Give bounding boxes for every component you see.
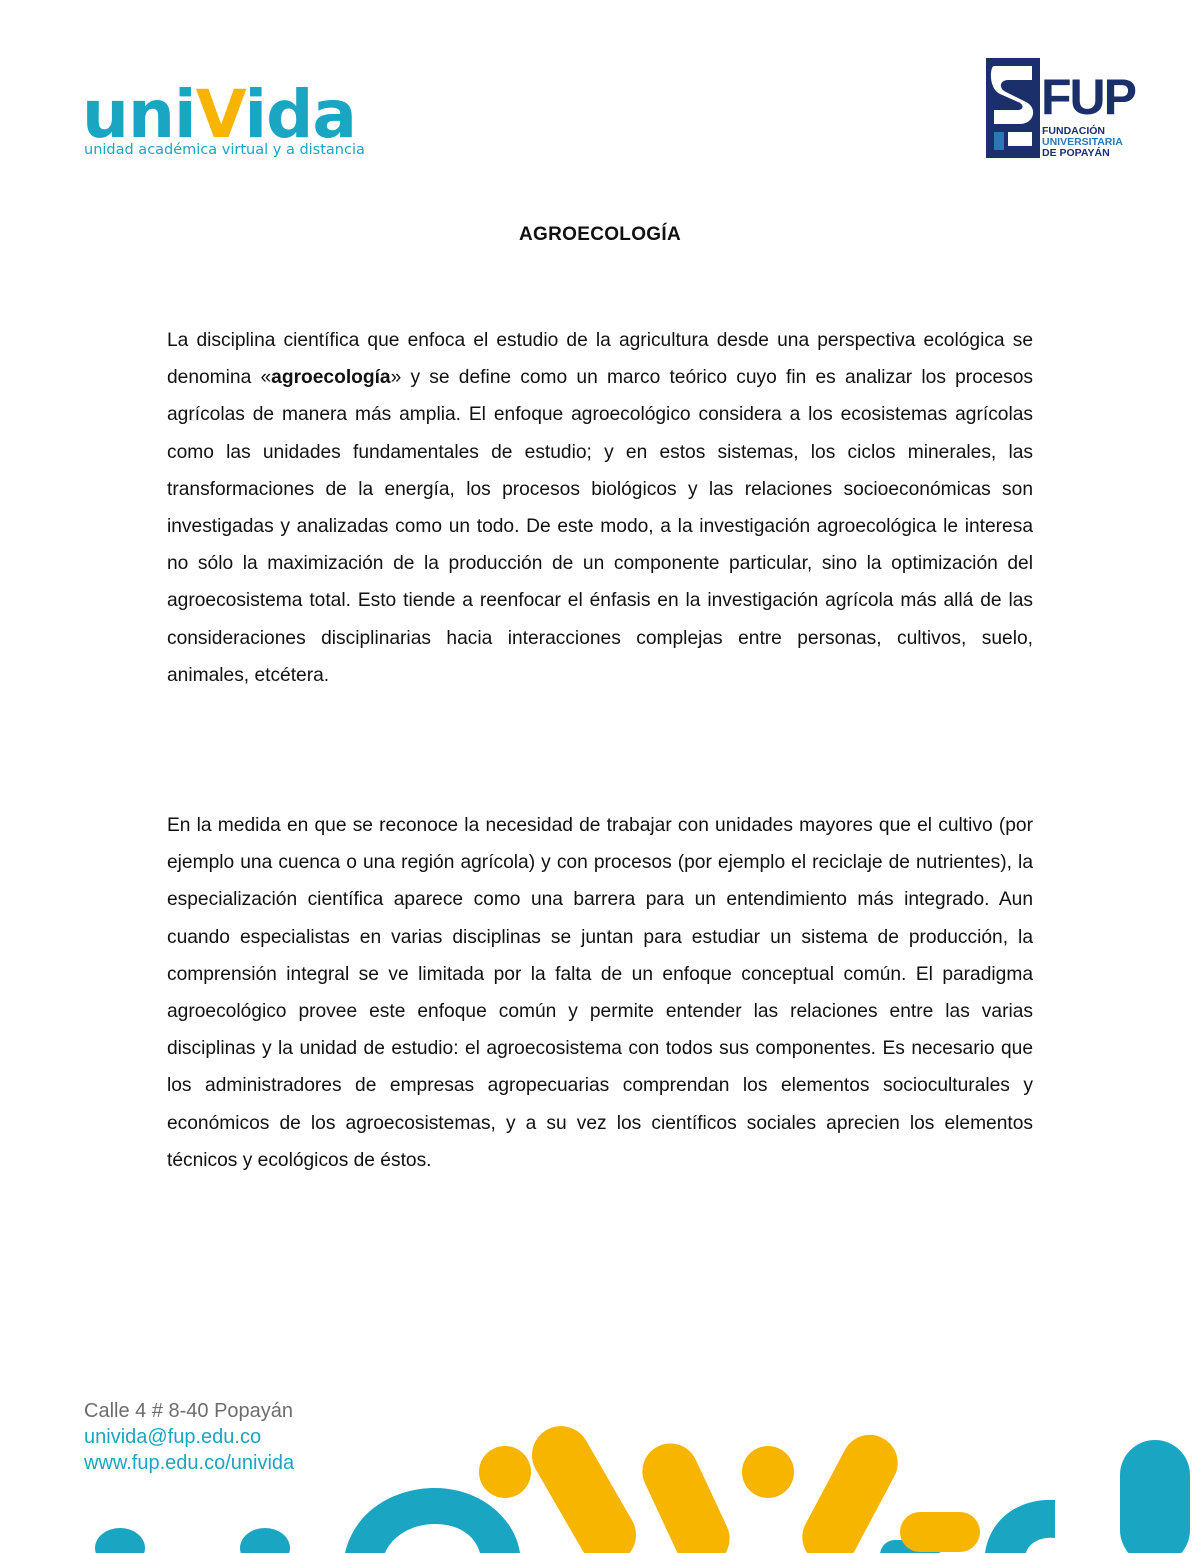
- footer-contact: [84, 1398, 294, 1476]
- fup-shield-icon: [986, 58, 1040, 158]
- fup-subtitle-line-1: FUNDACIÓN: [1042, 125, 1105, 137]
- paragraph-1-intro: La disciplina científica que enfoca el estudio de la agricultura desde una perspectiva ecológica se denomina «: [167, 330, 1033, 389]
- univida-logo: [82, 76, 382, 167]
- footer-shape: [1120, 1440, 1190, 1553]
- footer-address: Calle 4 # 8-40 Popayán: [84, 1400, 294, 1422]
- document-title: AGROECOLOGÍA: [519, 224, 681, 245]
- fup-subtitle: [1042, 126, 1123, 159]
- footer-shape: [479, 1446, 531, 1498]
- fup-subtitle-line-2: UNIVERSITARIA: [1042, 136, 1123, 148]
- footer-website-link[interactable]: www.fup.edu.co/univida: [84, 1452, 295, 1474]
- footer-shape: [985, 1500, 1055, 1553]
- footer-shape: [742, 1446, 794, 1498]
- footer-email-link[interactable]: univida@fup.edu.co: [84, 1426, 262, 1448]
- paragraph-1-term: agroecología: [271, 367, 391, 389]
- univida-wordmark: uniVida: [82, 76, 356, 153]
- fup-subtitle-line-3: DE POPAYÁN: [1042, 147, 1110, 159]
- footer-shape: [792, 1425, 907, 1553]
- fup-logo: [986, 58, 1135, 160]
- univida-tagline: unidad académica virtual y a distancia: [84, 142, 365, 158]
- footer-shape: [345, 1488, 520, 1553]
- footer-shape: [633, 1434, 739, 1553]
- fup-title: FUP: [1041, 69, 1135, 125]
- paragraph-2: En la medida en que se reconoce la necesidad de trabajar con unidades mayores que el cultivo (por ejemplo una cuenca o una región agrícola) y con procesos (por ejemplo el reciclaje de nutrientes), la especialización científica aparece como una barrera para un entendimiento más integrado. Aun cuando especialistas en varias disciplinas se juntan para estudiar un sistema de producción, la comprensión integral se ve limitada por la falta de un enfoque conceptual común. El paradigma agroecológico provee este enfoque común y permite entender las relaciones entre las varias disciplinas y la unidad de estudio: el agroecosistema con todos sus componentes. Es necesario que los administradores de empresas agropecuarias comprendan los elementos socioculturales y económicos de los agroecosistemas, y a su vez los científicos sociales aprecien los elementos técnicos y ecológicos de éstos.: [167, 815, 1033, 1171]
- paragraph-1-rest: » y se define como un marco teórico cuyo fin es analizar los procesos agrícolas de manera más amplia. El enfoque agroecológico considera a los ecosistemas agrícolas como las unidades fundamentales de estudio; y en estos sistemas, los ciclos minerales, las transformaciones de la energía, los procesos biológicos y las relaciones socioeconómicas son investigadas y analizadas como un todo. De este modo, a la investigación agroecológica le interesa no sólo la maximización de la producción de un componente particular, sino la optimización del agroecosistema total. Esto tiende a reenfocar el énfasis en la investigación agrícola más allá de las consideraciones disciplinarias hacia interacciones complejas entre personas, cultivos, suelo, animales, etcétera.: [167, 367, 1033, 686]
- footer-shape: [900, 1512, 980, 1552]
- footer-shape: [240, 1528, 290, 1553]
- footer-shape: [521, 1416, 646, 1553]
- footer-shape: [95, 1528, 145, 1553]
- paragraph-1: [167, 322, 1033, 694]
